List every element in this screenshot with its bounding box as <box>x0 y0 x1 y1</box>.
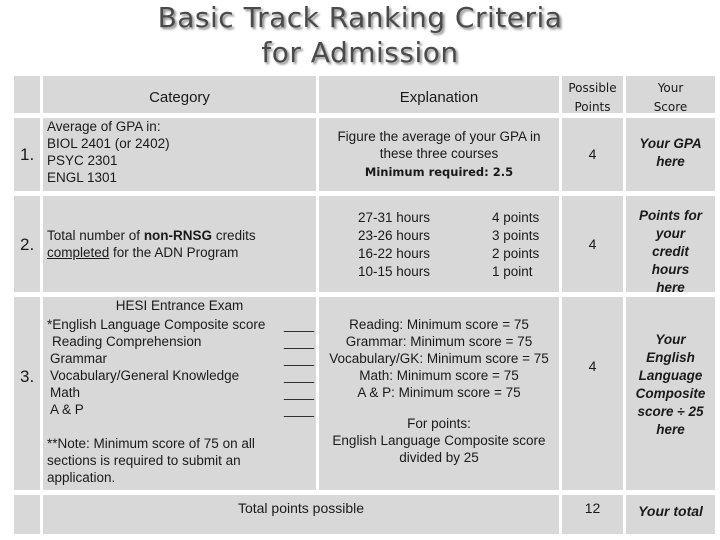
score-blank: ____ <box>283 368 314 383</box>
score-line: here <box>656 280 685 295</box>
header-possible-line1: Possible <box>568 81 617 95</box>
category-line: Vocabulary/General Knowledge <box>50 368 240 383</box>
category-bold-text: non-RNSG <box>143 228 213 243</box>
hours-range: 27-31 hours <box>357 210 431 225</box>
hours-range: 23-26 hours <box>357 228 431 243</box>
row-divider <box>14 191 715 196</box>
category-line: PSYC 2301 <box>47 153 118 168</box>
row1-your-score <box>626 135 715 171</box>
possible-points: 4 <box>588 146 597 162</box>
explanation-line: Vocabulary/GK: Minimum score = 75 <box>329 351 549 366</box>
note-line: **Note: Minimum score of 75 on all <box>47 436 255 451</box>
row2-hours <box>339 209 449 281</box>
minimum-required: Minimum required: 2.5 <box>364 165 514 179</box>
row3-note <box>47 435 312 486</box>
explanation-line: Reading: Minimum score = 75 <box>349 317 529 332</box>
row1-explanation <box>319 128 559 181</box>
explanation-line: these three courses <box>379 146 499 161</box>
score-line: Your <box>655 332 686 347</box>
score-blank: ____ <box>283 385 314 400</box>
row-number: 3. <box>20 367 35 386</box>
hesi-title: HESI Entrance Exam <box>115 298 244 313</box>
hours-points: 3 points <box>492 228 540 243</box>
row2-your-score <box>626 207 715 297</box>
score-line: English <box>646 350 695 365</box>
score-blank: ____ <box>283 334 314 349</box>
header-score-line1: Your <box>657 81 684 95</box>
points-note-line: For points: <box>407 416 471 431</box>
row-number: 2. <box>20 235 35 254</box>
header-explanation: Explanation <box>399 89 479 106</box>
header-possible-points <box>562 79 623 117</box>
total-your-score: Your total <box>638 503 703 519</box>
category-line: Math <box>50 385 81 400</box>
hours-range: 16-22 hours <box>357 246 431 261</box>
category-line: ENGL 1301 <box>47 170 118 185</box>
explanation-line: Figure the average of your GPA in <box>337 129 541 144</box>
category-line: *English Language Composite score <box>47 317 266 332</box>
category-text: for the ADN Program <box>109 245 239 260</box>
hours-points: 2 points <box>492 246 540 261</box>
score-line: score ÷ 25 <box>637 404 704 419</box>
explanation-line: Grammar: Minimum score = 75 <box>345 334 533 349</box>
score-line: Your GPA <box>639 136 702 151</box>
score-line: Composite <box>635 386 706 401</box>
row2-category <box>47 227 312 261</box>
row3-points-note <box>319 415 559 466</box>
row3-your-score <box>626 331 715 439</box>
score-line: credit <box>652 244 689 259</box>
title-line-2: for Admission <box>261 36 459 69</box>
category-underlined-text: completed <box>47 245 110 260</box>
header-possible-line2: Points <box>574 100 611 114</box>
score-line: Points for <box>639 208 702 223</box>
header-category: Category <box>149 89 210 106</box>
score-line: your <box>655 226 686 241</box>
row-number: 1. <box>20 145 35 164</box>
category-line: Grammar <box>50 351 107 366</box>
category-text: credits <box>212 228 256 243</box>
score-blank: ____ <box>283 317 314 332</box>
category-line: Reading Comprehension <box>52 334 202 349</box>
header-your-score <box>626 79 715 117</box>
score-blanks <box>280 316 314 418</box>
note-line: sections is required to submit an <box>47 453 241 468</box>
possible-points: 4 <box>588 358 597 374</box>
score-line: here <box>656 154 685 169</box>
row3-explanation <box>319 316 559 401</box>
explanation-line: Math: Minimum score = 75 <box>359 368 519 383</box>
category-line <box>47 244 312 261</box>
category-line: A & P <box>50 402 84 417</box>
possible-points: 4 <box>588 236 597 252</box>
title-line-1: Basic Track Ranking Criteria <box>157 1 563 34</box>
explanation-line: A & P: Minimum score = 75 <box>357 385 521 400</box>
row1-category <box>47 118 170 186</box>
total-label: Total points possible <box>237 500 365 516</box>
row-divider <box>14 490 715 495</box>
hours-points: 4 points <box>492 210 540 225</box>
hours-range: 10-15 hours <box>357 264 431 279</box>
category-line: Average of GPA in: <box>47 119 161 134</box>
category-line <box>47 227 312 244</box>
note-line: application. <box>47 470 116 485</box>
header-score-line2: Score <box>653 100 688 114</box>
hours-points: 1 point <box>492 264 533 279</box>
score-line: Language <box>638 368 703 383</box>
row3-category <box>47 316 265 418</box>
category-line: BIOL 2401 (or 2402) <box>47 136 170 151</box>
score-blank: ____ <box>283 351 314 366</box>
points-note-line: English Language Composite score <box>332 433 546 448</box>
total-possible-points: 12 <box>584 500 601 516</box>
score-line: hours <box>651 262 690 277</box>
category-text: Total number of <box>47 228 144 243</box>
row2-hour-points <box>492 209 558 281</box>
col-divider <box>559 76 562 534</box>
points-note-line: divided by 25 <box>399 450 479 465</box>
score-blank: ____ <box>283 402 314 417</box>
score-line: here <box>656 422 685 437</box>
